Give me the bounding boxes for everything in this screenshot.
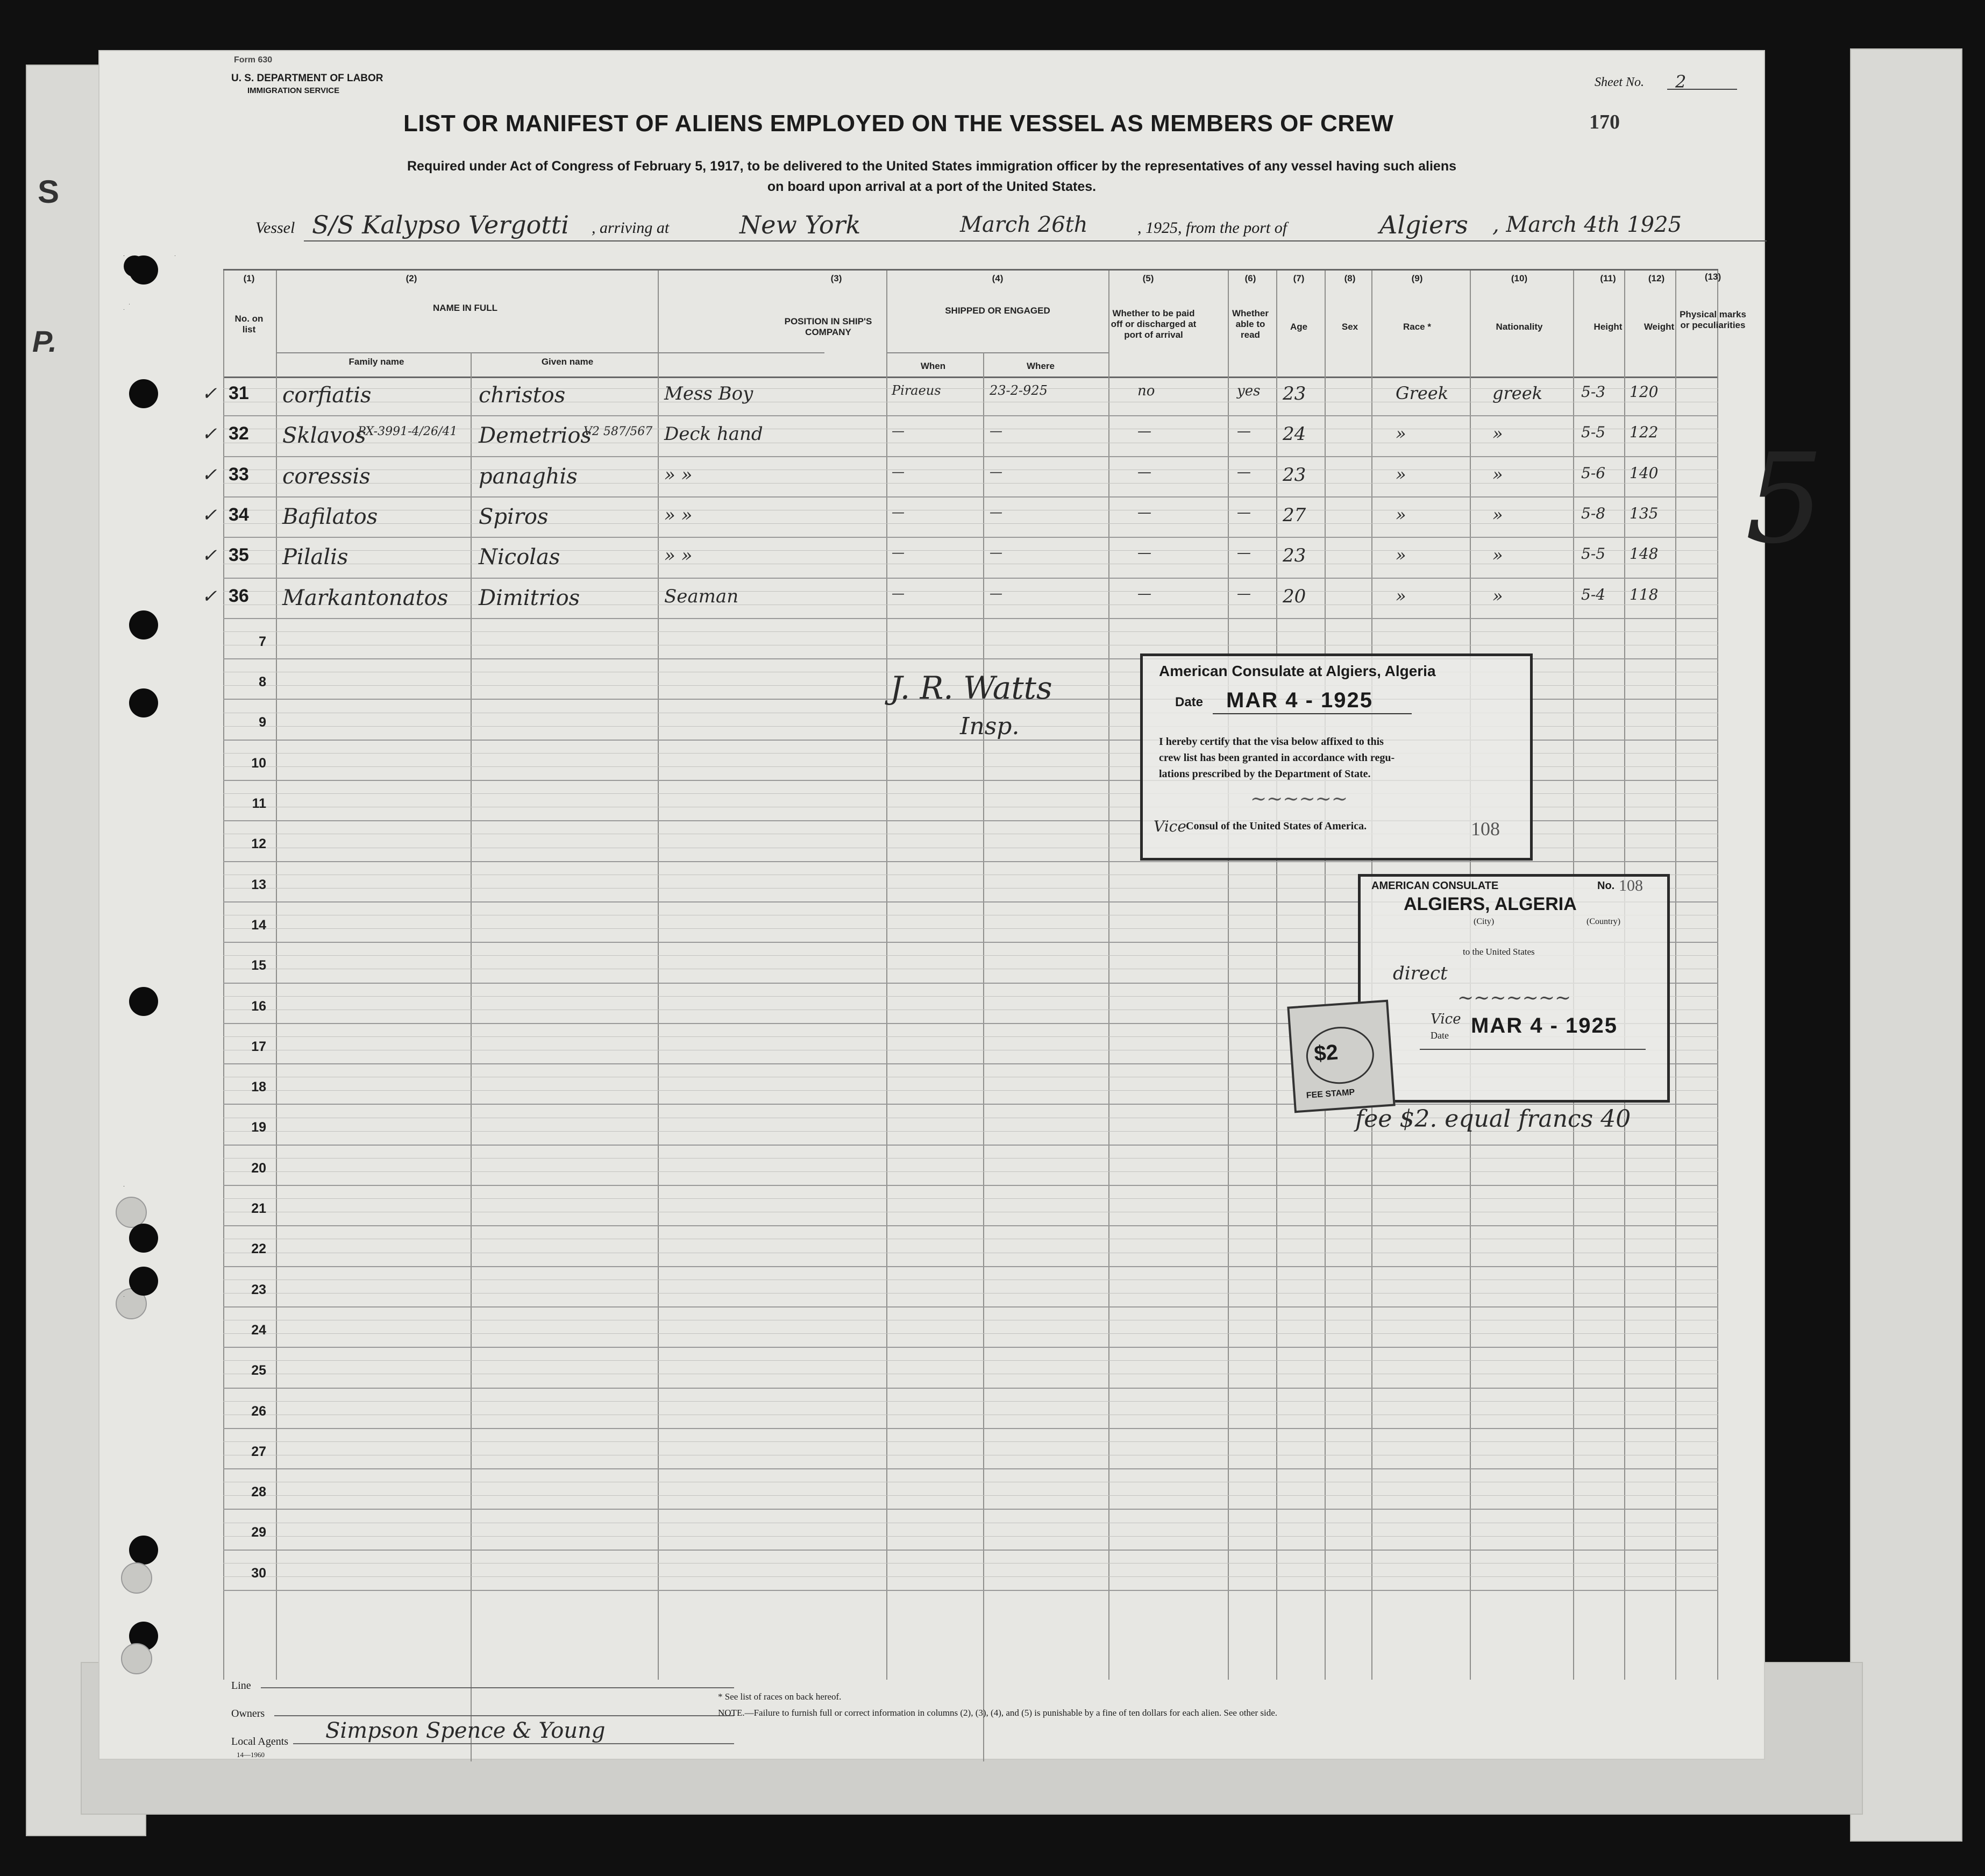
row-height: 5-6 bbox=[1581, 464, 1606, 482]
fee-note: fee $2. equal francs 40 bbox=[1355, 1105, 1631, 1133]
col6-number: (6) bbox=[1244, 273, 1256, 283]
visa-number: 108 bbox=[1619, 877, 1643, 894]
stamp1-fee-number: 108 bbox=[1471, 818, 1500, 840]
row-family-name: Sklavos bbox=[282, 423, 366, 449]
row-able-to-read: — bbox=[1237, 585, 1251, 602]
line-number: 7 bbox=[259, 634, 266, 649]
line-number: 27 bbox=[251, 1444, 266, 1459]
col1-header: No. on list bbox=[234, 314, 264, 335]
line-number: 21 bbox=[251, 1201, 266, 1216]
row-race: » bbox=[1396, 504, 1406, 525]
consul-signature: ~~~~~~ bbox=[1250, 788, 1348, 810]
row-nationality: » bbox=[1492, 423, 1503, 444]
punch-hole bbox=[129, 688, 158, 717]
row-age: 23 bbox=[1283, 545, 1306, 567]
row-race: » bbox=[1396, 545, 1406, 566]
vessel-label: Vessel bbox=[255, 219, 295, 237]
punch-hole bbox=[129, 1267, 158, 1296]
punch-hole bbox=[121, 1643, 152, 1674]
line-number: 26 bbox=[251, 1403, 266, 1419]
row31-note: PX-3991-4/26/41 bbox=[358, 425, 458, 438]
line-number: 29 bbox=[251, 1525, 266, 1540]
col13-header: Physical marks or peculiarities bbox=[1680, 309, 1746, 330]
row-race: Greek bbox=[1396, 383, 1449, 403]
row-weight: 140 bbox=[1630, 464, 1659, 482]
row-race: » bbox=[1396, 585, 1406, 606]
inspector-signature: J. R. Watts bbox=[890, 670, 1052, 706]
stamp1-date: MAR 4 - 1925 bbox=[1226, 688, 1373, 712]
line-number: 10 bbox=[251, 755, 266, 771]
col11-header: Height bbox=[1593, 322, 1623, 332]
col5-header: Whether to be paid off or discharged at port of arrival bbox=[1111, 308, 1197, 340]
check-mark-icon: ✓ bbox=[202, 383, 217, 404]
row-height: 5-4 bbox=[1581, 585, 1606, 603]
punch-hole bbox=[124, 255, 145, 277]
row-able-to-read: — bbox=[1237, 545, 1251, 562]
subtitle-line-1: Required under Act of Congress of February 5, 1917, to be delivered to the United States immigration officer by the representatives of any vessel having such aliens bbox=[407, 159, 1456, 174]
col13-number: (13) bbox=[1704, 272, 1721, 282]
row-shipped-where: — bbox=[990, 464, 1002, 479]
line-number: 23 bbox=[251, 1282, 266, 1297]
row-nationality: » bbox=[1492, 504, 1503, 525]
row-height: 5-3 bbox=[1581, 383, 1606, 401]
col2-number: (2) bbox=[405, 273, 417, 283]
col8-header: Sex bbox=[1341, 322, 1358, 332]
row-position: » » bbox=[664, 545, 693, 567]
punch-hole bbox=[129, 987, 158, 1016]
col10-number: (10) bbox=[1511, 273, 1528, 283]
check-mark-icon: ✓ bbox=[202, 545, 217, 567]
line-number: 9 bbox=[259, 715, 266, 730]
row-nationality: » bbox=[1492, 585, 1503, 606]
col1-number: (1) bbox=[243, 273, 255, 283]
row-race: » bbox=[1396, 464, 1406, 485]
col4-where-header: Where bbox=[1027, 361, 1055, 371]
punch-hole bbox=[129, 1536, 158, 1565]
row-given-name: panaghis bbox=[479, 464, 578, 489]
line-number: 17 bbox=[251, 1039, 266, 1054]
row-shipped-when: — bbox=[892, 504, 905, 520]
page-number: 170 bbox=[1589, 111, 1620, 133]
fee-stamp-value: $2 bbox=[1313, 1040, 1339, 1066]
manifest-title: LIST OR MANIFEST OF ALIENS EMPLOYED ON THE VESSEL AS MEMBERS OF CREW bbox=[403, 110, 1394, 137]
row-weight: 135 bbox=[1630, 504, 1659, 522]
line-number: 19 bbox=[251, 1120, 266, 1135]
col7-number: (7) bbox=[1293, 273, 1305, 283]
row-height: 5-5 bbox=[1581, 545, 1606, 563]
row-shipped-where: — bbox=[990, 504, 1002, 520]
row-row-number: 31 bbox=[229, 383, 249, 403]
col6-header: Whether able to read bbox=[1232, 308, 1269, 340]
col12-header: Weight bbox=[1644, 322, 1675, 332]
row-able-to-read: — bbox=[1237, 423, 1251, 440]
row-family-name: coressis bbox=[282, 464, 371, 489]
arrival-date: March 26th bbox=[960, 212, 1088, 237]
row-position: » » bbox=[664, 504, 693, 526]
row-age: 20 bbox=[1283, 585, 1306, 607]
row-shipped-when: — bbox=[892, 464, 905, 479]
arriving-label: , arriving at bbox=[592, 219, 670, 237]
row-paid-off: — bbox=[1137, 423, 1151, 440]
col9-number: (9) bbox=[1411, 273, 1423, 283]
line-number: 30 bbox=[251, 1565, 266, 1581]
col5-number: (5) bbox=[1142, 273, 1154, 283]
manifest-sheet bbox=[99, 51, 1824, 1759]
row-weight: 148 bbox=[1630, 545, 1659, 563]
col2-family-header: Family name bbox=[348, 357, 404, 367]
punch-hole bbox=[121, 1562, 152, 1594]
footer-line-label: Line bbox=[231, 1680, 251, 1692]
sheet-label: Sheet No. bbox=[1595, 75, 1644, 89]
row-position: Deck hand bbox=[664, 423, 763, 445]
consulate-certification-stamp: American Consulate at Algiers, Algeria Date MAR 4 - 1925 I hereby certify that the visa below affixed to this crew list has been granted in accordance with regu- lations prescribed by the Department of State. ~~~~~~ Vice Consul of the United States of America. 108 bbox=[1140, 653, 1533, 861]
check-mark-icon: ✓ bbox=[202, 504, 217, 526]
row-row-number: 36 bbox=[229, 585, 249, 606]
arrival-port: New York bbox=[739, 210, 861, 239]
service: IMMIGRATION SERVICE bbox=[247, 86, 340, 95]
row-given-name: Dimitrios bbox=[479, 585, 580, 610]
row-family-name: Pilalis bbox=[282, 545, 348, 570]
col3-header: POSITION IN SHIP'S COMPANY bbox=[784, 316, 872, 337]
line-number: 20 bbox=[251, 1160, 266, 1176]
row-shipped-where: 23-2-925 bbox=[990, 383, 1048, 398]
row-age: 23 bbox=[1283, 464, 1306, 486]
visa-stamp: AMERICAN CONSULATE No. 108 ALGIERS, ALGERIA (City) (Country) to the United States direct ~~~~~~~ Vice Date MAR 4 - 1925 bbox=[1358, 874, 1670, 1103]
row-nationality: » bbox=[1492, 545, 1503, 566]
row-shipped-where: — bbox=[990, 585, 1002, 601]
fee-stamp-label: FEE STAMP bbox=[1306, 1088, 1355, 1100]
row-shipped-when: — bbox=[892, 545, 905, 560]
row-age: 24 bbox=[1283, 423, 1306, 445]
row-given-name: Spiros bbox=[479, 504, 549, 529]
col2-header: NAME IN FULL bbox=[433, 303, 497, 313]
check-mark-icon: ✓ bbox=[202, 464, 217, 486]
line-number: 11 bbox=[252, 796, 266, 811]
line-number: 16 bbox=[251, 998, 266, 1014]
local-agents: Simpson Spence & Young bbox=[325, 1718, 606, 1743]
col7-header: Age bbox=[1290, 322, 1308, 332]
departure-port: Algiers bbox=[1379, 210, 1468, 239]
col3-number: (3) bbox=[830, 273, 842, 283]
inspector-title: Insp. bbox=[960, 713, 1020, 740]
line-number: 15 bbox=[251, 958, 266, 973]
row-paid-off: — bbox=[1137, 545, 1151, 562]
row-family-name: Bafilatos bbox=[282, 504, 378, 529]
row-shipped-where: — bbox=[990, 423, 1002, 439]
row-able-to-read: — bbox=[1237, 504, 1251, 521]
row-position: Seaman bbox=[664, 585, 739, 607]
visa-date: MAR 4 - 1925 bbox=[1471, 1014, 1618, 1038]
row32-note: V2 587/567 bbox=[584, 425, 653, 438]
races-note: * See list of races on back hereof. bbox=[718, 1692, 842, 1702]
row-row-number: 35 bbox=[229, 545, 249, 566]
sheet-number: 2 bbox=[1675, 72, 1687, 92]
col9-header: Race * bbox=[1403, 322, 1431, 332]
row-age: 27 bbox=[1283, 504, 1306, 526]
row-height: 5-5 bbox=[1581, 423, 1606, 442]
line-number: 24 bbox=[251, 1322, 266, 1338]
form-number: Form 630 bbox=[234, 55, 273, 65]
col10-header: Nationality bbox=[1496, 322, 1543, 332]
underlying-page-right bbox=[1850, 48, 1962, 1842]
print-code: 14—1960 bbox=[237, 1751, 265, 1759]
line-number: 22 bbox=[251, 1241, 266, 1257]
underlying-page-left: S P. bbox=[26, 65, 146, 1836]
from-port-label: , 1925, from the port of bbox=[1137, 219, 1287, 237]
row-able-to-read: yes bbox=[1237, 383, 1261, 399]
line-number: 25 bbox=[251, 1363, 266, 1378]
visa-consul-signature: ~~~~~~~ bbox=[1457, 987, 1571, 1009]
punch-hole bbox=[129, 379, 158, 408]
line-number: 14 bbox=[251, 917, 266, 933]
punch-hole bbox=[129, 1224, 158, 1253]
row-row-number: 32 bbox=[229, 423, 249, 444]
department: U. S. DEPARTMENT OF LABOR bbox=[231, 73, 383, 84]
col8-number: (8) bbox=[1344, 273, 1356, 283]
line-number: 28 bbox=[251, 1484, 266, 1500]
row-weight: 118 bbox=[1630, 585, 1659, 603]
row-nationality: greek bbox=[1492, 383, 1543, 403]
fee-stamp bbox=[1287, 1000, 1395, 1113]
check-mark-icon: ✓ bbox=[202, 423, 217, 445]
row-shipped-when: — bbox=[892, 423, 905, 439]
col12-number: (12) bbox=[1648, 273, 1665, 283]
subtitle-line-2: on board upon arrival at a port of the United States. bbox=[767, 179, 1097, 194]
vessel-name: S/S Kalypso Vergotti bbox=[312, 210, 570, 239]
row-paid-off: — bbox=[1137, 504, 1151, 521]
row-paid-off: — bbox=[1137, 464, 1151, 480]
check-mark-icon: ✓ bbox=[202, 585, 217, 607]
line-number: 8 bbox=[259, 674, 266, 690]
line-number: 12 bbox=[251, 836, 266, 852]
row-given-name: Nicolas bbox=[479, 545, 560, 570]
footer-owners-label: Owners bbox=[231, 1708, 265, 1719]
row-family-name: Markantonatos bbox=[282, 585, 449, 610]
row-row-number: 33 bbox=[229, 464, 249, 485]
row-age: 23 bbox=[1283, 383, 1306, 404]
row-shipped-when: — bbox=[892, 585, 905, 601]
row-race: » bbox=[1396, 423, 1406, 444]
visa-direct: direct bbox=[1393, 963, 1448, 984]
row-position: » » bbox=[664, 464, 693, 486]
row-position: Mess Boy bbox=[664, 383, 753, 404]
row-given-name: Demetrios bbox=[479, 423, 592, 449]
col4-when-header: When bbox=[920, 361, 946, 371]
footer-agents-label: Local Agents bbox=[231, 1736, 289, 1747]
col2-given-header: Given name bbox=[541, 357, 594, 367]
row-row-number: 34 bbox=[229, 504, 249, 525]
row-family-name: corfiatis bbox=[282, 383, 372, 408]
col4-header: SHIPPED OR ENGAGED bbox=[945, 305, 1050, 316]
col11-number: (11) bbox=[1600, 273, 1616, 283]
col4-number: (4) bbox=[992, 273, 1004, 283]
row-weight: 120 bbox=[1630, 383, 1659, 401]
margin-mark: 5 bbox=[1745, 428, 1824, 571]
row-given-name: christos bbox=[479, 383, 566, 408]
line-number: 13 bbox=[251, 877, 266, 892]
row-weight: 122 bbox=[1630, 423, 1659, 442]
row-height: 5-8 bbox=[1581, 504, 1606, 522]
row-shipped-when: Piraeus bbox=[892, 383, 941, 398]
row-able-to-read: — bbox=[1237, 464, 1251, 480]
row-shipped-where: — bbox=[990, 545, 1002, 560]
punch-hole bbox=[129, 610, 158, 639]
line-number: 18 bbox=[251, 1079, 266, 1095]
row-paid-off: — bbox=[1137, 585, 1151, 602]
visa-city: ALGIERS, ALGERIA bbox=[1404, 894, 1577, 914]
row-nationality: » bbox=[1492, 464, 1503, 485]
footer-note: NOTE.—Failure to furnish full or correct information in columns (2), (3), (4), and (5) is punishable by a fine of ten dollars for each alien. See other side. bbox=[718, 1708, 1278, 1718]
row-paid-off: no bbox=[1137, 383, 1155, 399]
departure-date: , March 4th 1925 bbox=[1492, 212, 1682, 237]
